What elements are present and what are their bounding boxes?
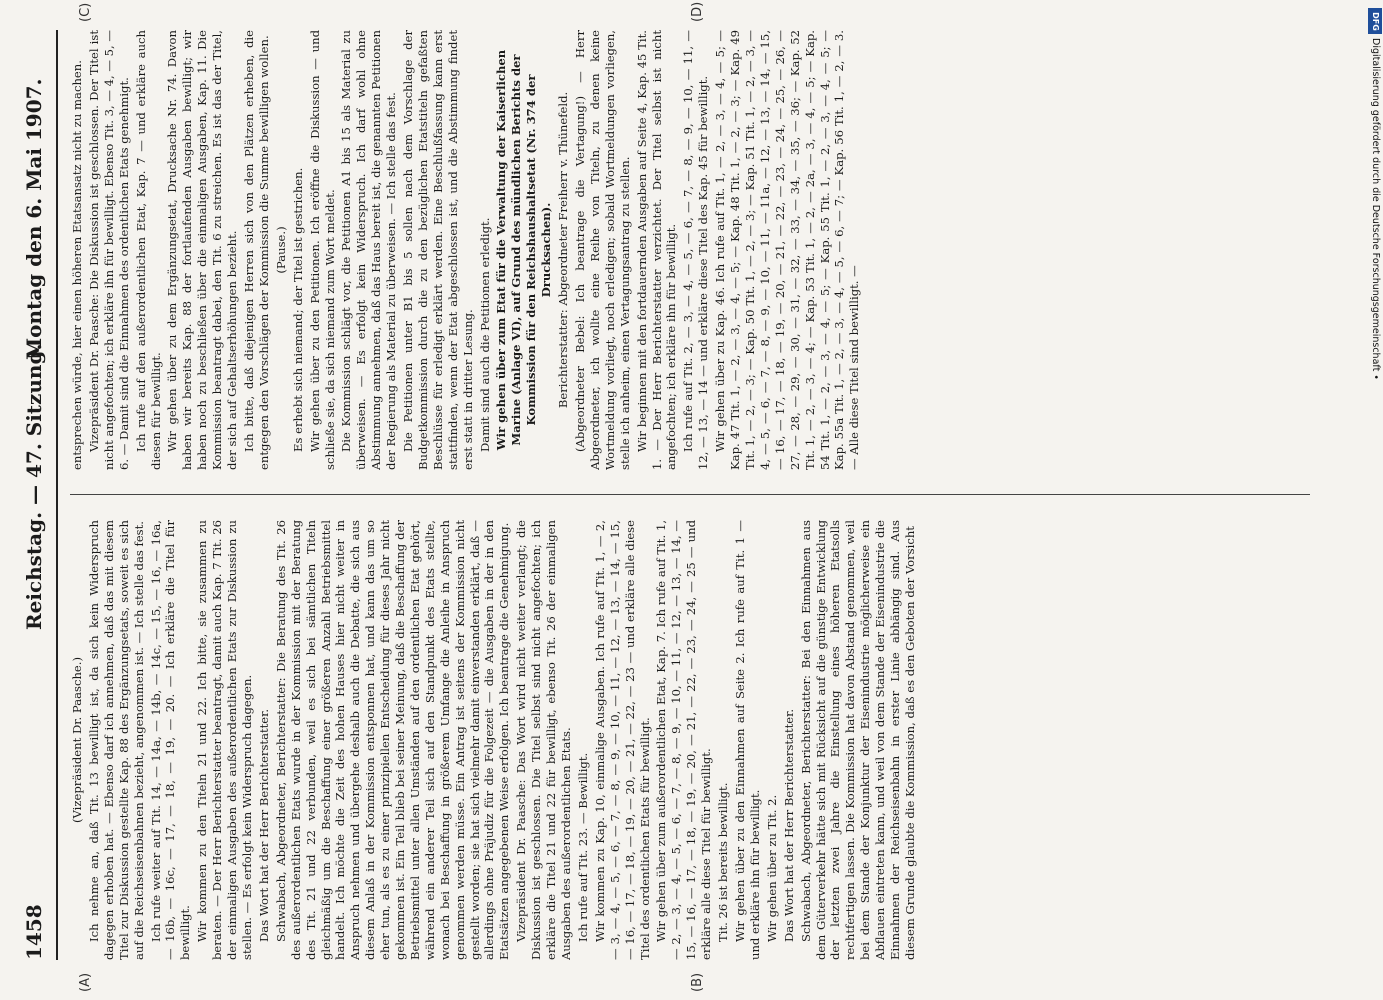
paragraph: Vizepräsident Dr. Paasche: Das Wort wird nicht weiter verlangt; die Diskussion ist geschlossen. Die Titel selbst sind nicht angefochten; ich erkläre die Titel 21 und 22 für bewilligt, ebenso Tit. 26 der einmaligen Ausgaben des außerordentlichen Etats. <box>514 520 573 960</box>
margin-mark-c: (C) <box>78 2 93 22</box>
margin-mark-d: (D) <box>690 1 705 22</box>
paragraph: Ich nehme an, daß Tit. 13 bewilligt ist, da sich kein Widerspruch dagegen erhoben hat. — Ebenso darf ich annehmen, daß das mit diesem Titel zur Diskussion gestellte Kap. 88 des Ergänzungsetats, soweit es sich auf die Reichseisenbahnen bezieht, angenommen ist. — Ich stelle das fest. <box>86 520 146 960</box>
paragraph: Wir gehen über zu Kap. 46. Ich rufe auf Tit. 1, — 2, — 3, — 4, — 5; — Kap. 47 Tit. 1, — 2, — 3, — 4, — 5; — Kap. 48 Tit. 1, — 2, — 3; — Kap. 49 Tit. 1, — 2, — 3; — Kap. 50 Tit. 1, — 2, — 3; — Kap. 51 Tit. 1, — 2, — 3, — 4, — 5, — 6, — 7, — 8, — 9, — 10, — 11, — 11a, — 12, — 13, — 14, — 15, — 16, — 17, — 18, — 19, — 20, — 21, — 22, — 23, — 24, — 25, — 26, — 27, — 28, — 29, — 30, — 31, — 32, — 33, — 34, — 35, — 36; — Kap. 52 Tit. 1, — 2, — 3, — 4; — Kap. 53 Tit. 1, — 2, — 2a, — 3, — 4, — 5; — Kap. 54 Tit. 1, — 2, — 3, — 4, — 5; — Kap. 55 Tit. 1, — 2, — 3, — 4, — 5; — Kap. 55a Tit. 1, — 2, — 3, — 4, — 5, — 6, — 7; — Kap. 56 Tit. 1, — 2, — 3. — Alle diese Titel sind bewilligt. — <box>713 30 862 470</box>
session-date: Montag den 6. Mai 1907. <box>22 78 46 360</box>
digitization-note: Digitalisierung gefördert durch die Deutsche Forschungsgemeinschaft • <box>1370 38 1381 380</box>
paragraph: Die Petitionen unter B1 bis 5 sollen nach dem Vorschlage der Budgetkommission durch die zu den bezüglichen Etatstiteln gefaßten Beschlüsse für erledigt erklärt werden. Eine Beschlußfassung kann erst stattfinden, wenn der Etat abgeschlossen ist, und die Abstimmung findet erst statt in dritter Lesung. <box>401 30 475 470</box>
paragraph: (Abgeordneter Bebel: Ich beantrage die Vertagung!) — Herr Abgeordneter, ich wollte eine Reihe von Titeln, zu denen keine Wortmeldung vorliegt, noch erledigen; sobald Wortmeldungen vorliegen, stelle ich anheim, einen Vertagungsantrag zu stellen. <box>573 30 632 470</box>
paragraph: Wir gehen über zu den Petitionen. Ich eröffne die Diskussion — und schließe sie, da sich niemand zum Wort meldet. <box>307 30 337 470</box>
paragraph: Wir kommen zu den Titeln 21 und 22. Ich bitte, sie zusammen zu beraten. — Der Herr Berichterstatter beantragt, damit auch Kap. 7 Tit. 26 der einmaligen Ausgaben des außerordentlichen Etats zur Diskussion zu stellen. — Es erfolgt kein Widerspruch dagegen. <box>195 520 254 960</box>
paragraph: Ich rufe weiter auf Tit. 14, — 14a, — 14b, — 14c, — 15, — 16, — 16a, — 16b, — 16c, — 17, — 18, — 19, — 20. — Ich erkläre die Titel für bewilligt. <box>148 520 193 960</box>
paragraph: Wir gehen über zu Tit. 2. <box>764 794 779 942</box>
section-heading: Wir gehen über zum Etat für die Verwaltung der Kaiserlichen Marine (Anlage VI), auf Grund des mündlichen Berichts der Kommission für den Reichshaushaltsetat (Nr. 374 der Drucksachen). <box>494 49 554 451</box>
paragraph: Wir beginnen mit den fortdauernden Ausgaben auf Seite 4, Kap. 45 Tit. 1. — Der Herr Berichterstatter verzichtet. Der Titel selbst ist nicht angefochten; ich erkläre ihn für bewilligt. <box>634 30 679 470</box>
paragraph: Das Wort hat der Herr Berichterstatter. <box>256 708 271 942</box>
paragraph: Wir gehen über zu dem Ergänzungsetat, Drucksache Nr. 74. Davon haben wir bereits Kap. 88 der fortlaufenden Ausgaben bewilligt; wir haben noch zu beschließen über die einmaligen Ausgaben, Kap. 11. Die Kommission beantragt dabei, den Tit. 6 zu streichen. Es ist das der Titel, der sich auf Gehaltserhöhungen bezieht. <box>165 30 240 470</box>
paragraph: Es erhebt sich niemand; der Titel ist gestrichen. <box>290 167 305 452</box>
paragraph: Berichterstatter: Abgeordneter Freiherr v. Thünefeld. <box>556 91 571 409</box>
paragraph: (Vizepräsident Dr. Paasche.) <box>70 657 84 824</box>
dfg-logo: DFG <box>1368 8 1382 34</box>
paragraph: Schwabach, Abgeordneter, Berichterstatter: Bei den Einnahmen aus dem Güterverkehr hätte sich mit Rücksicht auf die günstige Entwicklung der letzten zwei Jahre die Einstellung eines höheren Etatsolls rechtfertigen lassen. Die Kommission hat davon Abstand genommen, weil bei dem Stande der Konjunktur der Eisenindustrie möglicherweise ein Abflauen eintreten kann, und weil von dem Stande der Eisenindustrie die Einnahmen der Reichseisenbahn in erster Linie abhängig sind. Aus diesem Grunde glaubte die Kommission, daß es den Geboten der Vorsicht <box>798 520 917 960</box>
margin-mark-a: (A) <box>78 972 93 992</box>
paragraph: (Pause.) <box>273 226 288 274</box>
paragraph: Wir gehen über zu den Einnahmen auf Seite 2. Ich rufe auf Tit. 1 — und erkläre ihn für bewilligt. <box>732 520 762 960</box>
left-column <box>70 520 1310 960</box>
paragraph: Das Wort hat der Herr Berichterstatter. <box>781 708 796 942</box>
paragraph: Ich rufe auf den außerordentlichen Etat, Kap. 7 — und erkläre auch diesen für bewilligt. <box>133 30 163 470</box>
paragraph: Wir kommen zu Kap. 10, einmalige Ausgaben. Ich rufe auf Tit. 1, — 2, — 3, — 4, — 5, — 6, — 7, — 8, — 9, — 10, — 11, — 12, — 13, — 14, — 15, — 16, — 17, — 18, — 19, — 20, — 21, — 22, — 23 — und erkläre alle diese Titel des ordentlichen Etats für bewilligt. <box>592 520 652 960</box>
column-divider <box>70 494 1310 495</box>
page-header <box>16 30 58 960</box>
paragraph: entsprechen würde, hier einen höheren Etatsansatz nicht zu machen. <box>70 60 84 470</box>
paragraph: Die Kommission schlägt vor, die Petitionen A1 bis 15 als Material zu überweisen. — Es erfolgt kein Widerspruch. Ich darf wohl ohne Abstimmung annehmen, daß das Haus bereit ist, die genannten Petitionen der Regierung als Material zu überweisen. — Ich stelle das fest. <box>339 30 399 470</box>
paragraph: Tit. 26 ist bereits bewilligt. <box>716 782 731 942</box>
page-number: 1458 <box>22 904 46 960</box>
paragraph: Ich bitte, daß diejenigen Herren sich von den Plätzen erheben, die entgegen den Vorschlägen der Kommission die Summe bewilligen wollen. <box>241 30 271 470</box>
paragraph: Wir gehen über zum außerordentlichen Etat, Kap. 7. Ich rufe auf Tit. 1, — 2, — 3, — 4, — 5, — 6, — 7, — 8, — 9, — 10, — 11, — 12, — 13, — 14, — 15, — 16, — 17, — 18, — 19, — 20, — 21, — 22, — 23, — 24, — 25 — und erkläre alle diese Titel für bewilligt. <box>654 520 714 960</box>
margin-mark-b: (B) <box>690 972 705 992</box>
paragraph: Vizepräsident Dr. Paasche: Die Diskussion ist geschlossen. Der Titel ist nicht angefochten; ich erkläre ihn für bewilligt. Ebenso Tit. 3, — 4, — 5, — 6. — Damit sind die Einnahmen des ordentlichen Etats genehmigt. <box>86 30 131 470</box>
digitization-strip <box>1368 8 1382 992</box>
right-column <box>70 30 1310 470</box>
page-title: Reichstag. — 47. Sitzung. <box>22 343 46 630</box>
paragraph: Ich rufe auf Tit. 23. — Bewilligt. <box>575 752 590 942</box>
paragraph: Schwabach, Abgeordneter, Berichterstatter: Die Beratung des Tit. 26 des außerordentlichen Etats wurde in der Kommission mit der Beratung des Tit. 21 und 22 verbunden, weil es sich bei sämtlichen Titeln gleichmäßig um die Beschaffung einer größeren Anzahl Betriebsmittel handelt. Ich möchte die Zeit des hohen Hauses hier nicht weiter in Anspruch nehmen und übergehe deshalb auch die Debatte, die sich aus diesem Anlaß in der Kommission entsponnen hat, und kann das um so eher tun, als es zu einer prinzipiellen Entscheidung für dieses Jahr nicht gekommen ist. Ein Teil blieb bei seiner Meinung, daß die Beschaffung der Betriebsmittel unter allen Umständen auf den ordentlichen Etat gehört, während ein anderer Teil sich auf den Standpunkt des Etats stellte, wonach bei Beschaffung in größerem Umfange die Anleihe in Anspruch genommen werden müsse. Ein Antrag ist seitens der Kommission nicht gestellt worden; sie hat sich vielmehr damit einverstanden erklärt, daß — allerdings ohne Präjudiz für die Folgezeit — die Ausgaben in der in den Etatsätzen angegebenen Weise erfolgen. Ich beantrage die Genehmigung. <box>273 520 512 960</box>
paragraph: Damit sind auch die Petitionen erledigt. <box>477 217 492 452</box>
paragraph: Ich rufe auf Tit. 2, — 3, — 4, — 5, — 6, — 7, — 8, — 9, — 10, — 11, — 12, — 13, — 14 — und erkläre diese Titel des Kap. 45 für bewilligt. <box>681 30 711 470</box>
